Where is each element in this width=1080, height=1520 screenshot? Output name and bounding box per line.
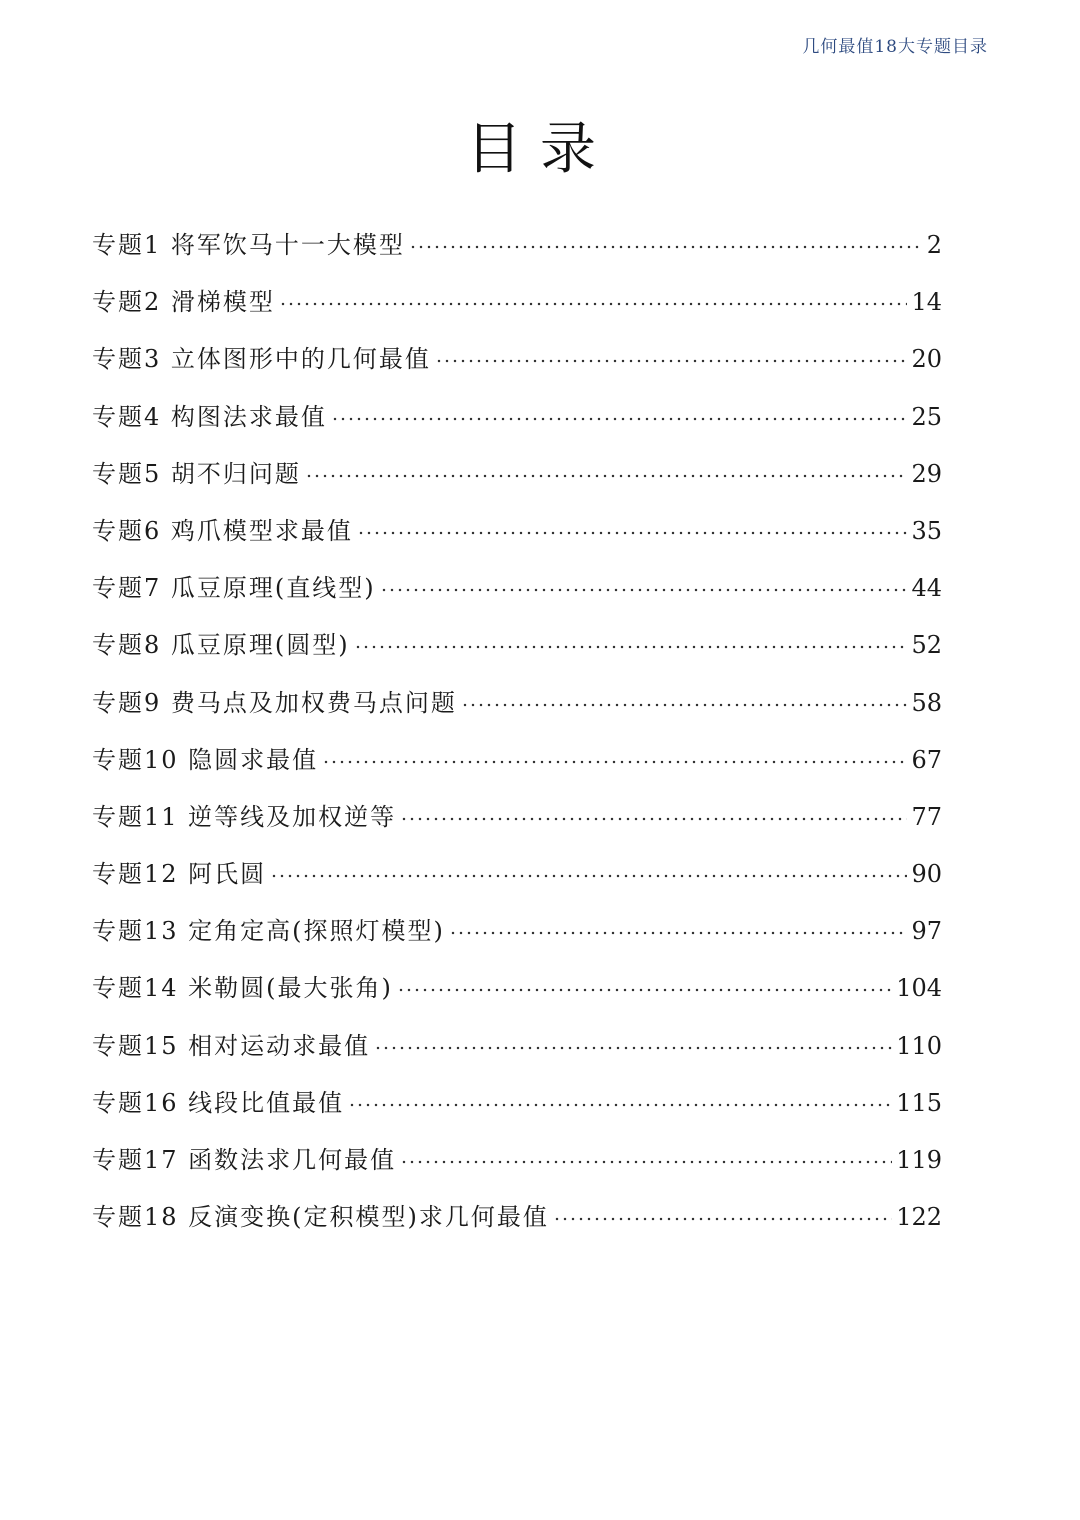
toc-entry[interactable]: [92, 960, 942, 1017]
toc-entry-page: 44: [911, 574, 942, 603]
toc-entry-page: 25: [911, 402, 942, 431]
toc-entry-page: 20: [911, 345, 942, 374]
toc-entry-label: 专题13 定角定高(探照灯模型): [92, 917, 445, 946]
toc-entry-label: 专题7 瓜豆原理(直线型): [92, 574, 376, 603]
toc-entry[interactable]: [92, 846, 942, 903]
toc-entry-label: 专题17 函数法求几何最值: [92, 1146, 397, 1174]
dot-leader: [400, 1158, 892, 1166]
toc-entry[interactable]: [92, 560, 942, 617]
dot-leader: [322, 758, 907, 766]
dot-leader: [331, 415, 908, 423]
dot-leader: [400, 815, 907, 823]
toc-entry[interactable]: [92, 274, 942, 331]
dot-leader: [374, 1044, 892, 1052]
toc-entry-page: 14: [911, 288, 942, 317]
toc-entry-label: 专题5 胡不归问题: [92, 459, 301, 488]
toc-entry-page: 58: [911, 688, 942, 717]
toc-entry[interactable]: [92, 446, 942, 503]
toc-entry[interactable]: [92, 331, 942, 388]
dot-leader: [305, 472, 908, 480]
toc-entry-label: 专题14 米勒圆(最大张角): [92, 974, 393, 1003]
toc-entry-label: 专题3 立体图形中的几何最值: [92, 345, 431, 374]
running-header: 几何最值18大专题目录: [802, 37, 988, 57]
toc-entry-page: 29: [911, 459, 942, 488]
toc-entry[interactable]: [92, 217, 942, 274]
dot-leader: [357, 529, 908, 537]
dot-leader: [461, 701, 908, 709]
toc-entry-page: 2: [926, 231, 942, 259]
toc-entry-label: 专题4 构图法求最值: [92, 402, 327, 431]
toc-entry-page: 77: [911, 802, 942, 831]
toc-entry-page: 67: [911, 745, 942, 774]
toc-entry[interactable]: [92, 1132, 942, 1189]
toc-entry-label: 专题2 滑梯模型: [92, 288, 275, 317]
toc-entry-page: 97: [911, 917, 942, 946]
dot-leader: [270, 872, 907, 880]
dot-leader: [553, 1215, 892, 1223]
toc-entry-label: 专题18 反演变换(定积模型)求几何最值: [92, 1203, 549, 1232]
dot-leader: [380, 586, 908, 594]
toc-entry[interactable]: [92, 1189, 942, 1246]
toc-entry[interactable]: [92, 675, 942, 732]
toc-entry[interactable]: [92, 617, 942, 674]
toc-entry[interactable]: [92, 503, 942, 560]
dot-leader: [397, 986, 892, 994]
dot-leader: [409, 243, 923, 251]
toc-entry-page: 90: [911, 860, 942, 889]
toc-entry-page: 35: [911, 516, 942, 545]
toc-entry[interactable]: [92, 789, 942, 846]
dot-leader: [348, 1101, 892, 1109]
dot-leader: [449, 929, 908, 937]
toc-entry-label: 专题8 瓜豆原理(圆型): [92, 631, 350, 660]
dot-leader: [279, 300, 908, 308]
toc-entry[interactable]: [92, 1075, 942, 1132]
dot-leader: [435, 357, 908, 365]
page-title: 目录: [466, 117, 614, 182]
toc-entry-label: 专题10 隐圆求最值: [92, 745, 319, 774]
toc-entry-page: 115: [896, 1088, 942, 1117]
toc-entry-page: 119: [896, 1146, 942, 1174]
dot-leader: [354, 643, 908, 651]
toc-entry[interactable]: [92, 1018, 942, 1075]
toc-entry-label: 专题15 相对运动求最值: [92, 1031, 371, 1060]
toc-entry-page: 52: [911, 631, 942, 660]
toc-entry[interactable]: [92, 389, 942, 446]
toc-entry-page: 104: [896, 974, 942, 1003]
toc-entry-label: 专题11 逆等线及加权逆等: [92, 802, 397, 831]
toc-entry-page: 110: [896, 1031, 942, 1060]
table-of-contents: [92, 217, 942, 1246]
toc-entry-label: 专题1 将军饮马十一大模型: [92, 231, 405, 259]
toc-entry-label: 专题12 阿氏圆: [92, 860, 267, 889]
toc-entry-page: 122: [896, 1203, 942, 1232]
toc-entry-label: 专题9 费马点及加权费马点问题: [92, 688, 457, 717]
toc-entry[interactable]: [92, 903, 942, 960]
toc-entry-label: 专题6 鸡爪模型求最值: [92, 516, 353, 545]
toc-entry[interactable]: [92, 732, 942, 789]
toc-entry-label: 专题16 线段比值最值: [92, 1088, 345, 1117]
